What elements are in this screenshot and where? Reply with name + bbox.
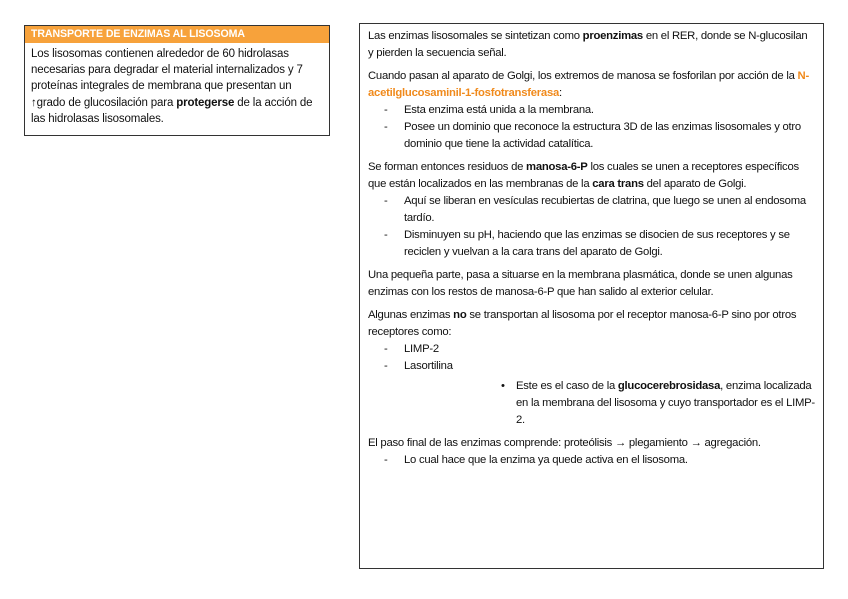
list-item: - Disminuyen su pH, haciendo que las enzimas se disocien de sus receptores y se reciclen y vuelvan a la cara trans del aparato de Golgi. — [384, 229, 790, 258]
list-enzyme-properties — [368, 102, 815, 153]
list-item: - Posee un dominio que reconoce la estructura 3D de las enzimas lisosomales y otro dominio que tiene la actividad catalítica. — [384, 121, 801, 150]
paragraph-otros-receptores: Algunas enzimas no se transportan al lisosoma por el receptor manosa-6-P sino por otros receptores como: — [368, 309, 797, 338]
paragraph-membrana: Una pequeña parte, pasa a situarse en la membrana plasmática, donde se unen algunas enzimas con los restos de manosa-6-P que han salido al exterior celular. — [368, 269, 793, 298]
bullet-icon: • — [501, 380, 505, 392]
up-arrow-icon: ↑ — [31, 96, 37, 109]
paragraph-paso-final: El paso final de las enzimas comprende: proteólisis → plegamiento → agregación. — [368, 437, 761, 449]
list-item: - Aquí se liberan en vesículas recubiertas de clatrina, que luego se unen al endosoma tardío. — [384, 195, 806, 224]
enzyme-name-highlight: N-acetilglucosaminil-1-fosfotransferasa — [368, 70, 809, 99]
sublist-glucocerebrosidasa — [368, 378, 815, 429]
summary-title: TRANSPORTE DE ENZIMAS AL LISOSOMA — [25, 26, 329, 43]
list-activation — [368, 452, 815, 469]
list-item: - Lo cual hace que la enzima ya quede activa en el lisosoma. — [384, 454, 688, 466]
list-item: • Este es el caso de la glucocerebrosidasa, enzima localizada en la membrana del lisosoma y cuyo transportador es el LIMP-2. — [501, 380, 815, 426]
summary-text: Los lisosomas contienen alrededor de 60 hidrolasas necesarias para degradar el material internalizados y 7 proteínas integrales de membrana que presentan un ↑grado de glucosilación para protegerse de la acción de las hidrolasas lisosomales. — [31, 48, 313, 125]
list-item: - LIMP-2 — [384, 343, 439, 355]
list-item: - Lasortilina — [384, 360, 453, 372]
paragraph-manosa: Se forman entonces residuos de manosa-6-P los cuales se unen a receptores específicos que están localizados en las membranas de la cara trans del aparato de Golgi. — [368, 161, 799, 190]
list-item: - Esta enzima está unida a la membrana. — [384, 104, 594, 116]
detail-box — [359, 23, 824, 569]
paragraph-golgi: Cuando pasan al aparato de Golgi, los extremos de manosa se fosforilan por acción de la N-acetilglucosaminil-1-fosfotransferasa: — [368, 70, 809, 99]
summary-box — [24, 25, 330, 136]
list-receptors — [368, 341, 815, 375]
list-vesicles — [368, 193, 815, 261]
paragraph-proenzimas: Las enzimas lisosomales se sintetizan como proenzimas en el RER, donde se N-glucosilan y pierden la secuencia señal. — [368, 30, 808, 59]
